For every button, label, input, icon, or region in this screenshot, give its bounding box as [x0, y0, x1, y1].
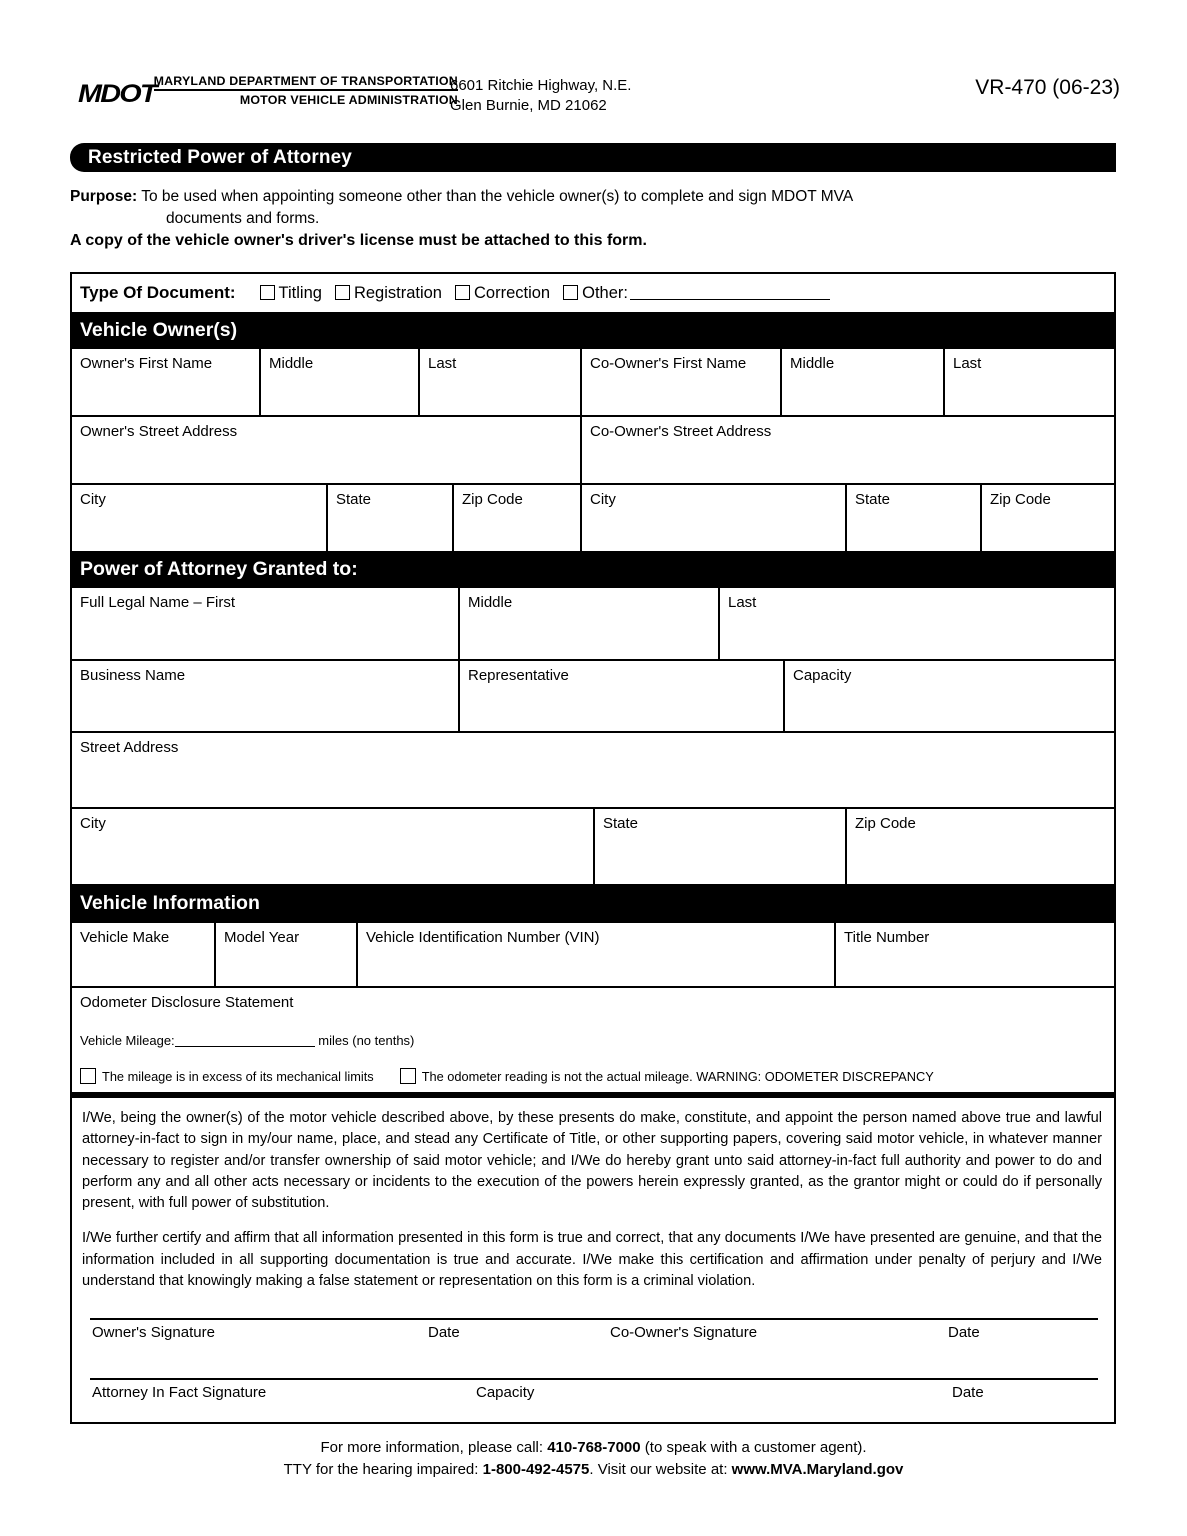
other-text-input[interactable]: [630, 285, 830, 300]
page-header: [70, 68, 1120, 128]
checkbox-option-titling[interactable]: [260, 284, 322, 303]
field-coowner-last-name[interactable]: [945, 349, 1114, 415]
field-label: Model Year: [224, 929, 300, 946]
field-label: Capacity: [793, 667, 852, 684]
field-owner-state[interactable]: [328, 485, 454, 551]
checkbox-odometer-discrepancy-label: The odometer reading is not the actual mileage. WARNING: ODOMETER DISCREPANCY: [421, 1068, 934, 1084]
field-owner-last-name[interactable]: [420, 349, 582, 415]
field-poa-state[interactable]: [595, 809, 847, 884]
field-label: Street Address: [80, 739, 179, 756]
odometer-disclosure-row: [72, 988, 1114, 1098]
section-heading: Vehicle Owner(s): [80, 319, 238, 341]
form-number: VR-470 (06-23): [975, 76, 1120, 99]
field-poa-middle-name[interactable]: [460, 588, 720, 659]
poa-business-row: [72, 661, 1114, 733]
field-owner-middle-name[interactable]: [261, 349, 420, 415]
poa-city-row: [72, 809, 1114, 886]
attorney-capacity-label: Capacity: [476, 1384, 535, 1402]
checkbox-mileage-excess-icon[interactable]: [80, 1068, 96, 1084]
checkbox-icon[interactable]: [335, 285, 350, 300]
option-label: Correction: [473, 283, 551, 302]
address-line-2: Glen Burnie, MD 21062: [450, 97, 607, 115]
poa-street-row: [72, 733, 1114, 809]
footer-website-url: www.MVA.Maryland.gov: [731, 1460, 904, 1478]
footer-phone-number: 410-768-7000: [547, 1439, 641, 1456]
type-of-document-label: Type Of Document:: [80, 283, 236, 302]
section-heading: Power of Attorney Granted to:: [80, 558, 358, 580]
coowner-date-label: Date: [948, 1324, 980, 1342]
agency-name-line2: MOTOR VEHICLE ADMINISTRATION: [239, 93, 458, 107]
field-label: City: [590, 491, 616, 508]
checkbox-mileage-excess-label: The mileage is in excess of its mechanical limits: [102, 1068, 374, 1084]
field-poa-zip[interactable]: [847, 809, 1114, 884]
legal-paragraph-1: I/We, being the owner(s) of the motor vehicle described above, by these presents do make, constitute, and appoint the person named above true and lawful attorney-in-fact to sign in my/our name, place, and stead any Certificate of Title, or other supporting papers, covering said motor vehicle, in whatever manner necessary to register and/or transfer ownership of said motor vehicle; and I/We do hereby grant unto said attorney-in-fact full authority and power to do and perform any and all other acts necessary or incidents to the execution of the powers herein expressly granted, as the grantor might or could do if personally present, with full power of substitution.: [82, 1110, 1102, 1212]
field-owner-first-name[interactable]: [72, 349, 261, 415]
signature-line-2[interactable]: [90, 1378, 1098, 1380]
owner-names-row: [72, 349, 1114, 417]
field-owner-city[interactable]: [72, 485, 328, 551]
field-poa-city[interactable]: [72, 809, 595, 884]
vehicle-mileage-field[interactable]: [80, 1033, 1114, 1048]
attorney-date-label: Date: [952, 1384, 984, 1402]
field-coowner-state[interactable]: [847, 485, 982, 551]
owner-city-row: [72, 485, 1114, 553]
footer-line-1: [0, 1437, 1187, 1459]
field-label: Vehicle Identification Number (VIN): [366, 929, 600, 946]
field-label: Last: [428, 355, 457, 372]
owner-signature-label: Owner's Signature: [92, 1324, 215, 1342]
legal-paragraph-2: I/We further certify and affirm that all information presented in this form is true and correct, that any documents I/We have presented are genuine, and that the information included in all supporting documentation is true and accurate. I/We make this certification and affirmation under penalty of perjury and I/We understand that knowingly making a false statement or representation on this form is a criminal violation.: [82, 1230, 1102, 1290]
address-line-1: 6601 Ritchie Highway, N.E.: [450, 77, 632, 94]
mdot-wordmark-icon: MDOT: [78, 80, 156, 108]
field-poa-last-name[interactable]: [720, 588, 1114, 659]
field-model-year[interactable]: [216, 923, 358, 986]
checkbox-option-correction[interactable]: [455, 284, 550, 303]
mileage-input[interactable]: [175, 1034, 315, 1047]
checkbox-icon[interactable]: [455, 285, 470, 300]
field-title-number[interactable]: [836, 923, 1114, 986]
coowner-signature-label: Co-Owner's Signature: [610, 1324, 758, 1342]
field-label: Vehicle Make: [80, 929, 170, 946]
field-label: Title Number: [844, 929, 930, 946]
field-coowner-middle-name[interactable]: [782, 349, 945, 415]
field-vin[interactable]: [358, 923, 836, 986]
vehicle-information-band: [72, 886, 1114, 923]
type-of-document-row: [72, 274, 1114, 314]
field-label: Last: [728, 594, 757, 611]
field-vehicle-make[interactable]: [72, 923, 216, 986]
field-label: Full Legal Name – First: [80, 594, 236, 611]
vehicle-fields-row: [72, 923, 1114, 988]
field-poa-representative[interactable]: [460, 661, 785, 731]
purpose-block: [70, 186, 1116, 230]
field-coowner-street-address[interactable]: [582, 417, 1114, 483]
field-label: Zip Code: [990, 491, 1051, 508]
field-label: State: [855, 491, 891, 508]
field-label: Zip Code: [462, 491, 523, 508]
option-label: Titling: [278, 283, 322, 302]
field-label: Owner's Street Address: [80, 423, 238, 440]
option-label: Registration: [353, 283, 442, 302]
field-label: Zip Code: [855, 815, 916, 832]
mileage-label: Vehicle Mileage:: [80, 1033, 175, 1048]
section-heading: Vehicle Information: [80, 892, 260, 914]
checkbox-icon[interactable]: [563, 285, 578, 300]
owner-address-row: [72, 417, 1114, 485]
page-footer: [0, 1437, 1187, 1481]
field-label: City: [80, 815, 106, 832]
attorney-signature-label: Attorney In Fact Signature: [92, 1384, 267, 1402]
purpose-text: To be used when appointing someone other than the vehicle owner(s) to complete and sign MDOT MVA: [141, 188, 854, 205]
odometer-heading: Odometer Disclosure Statement: [80, 994, 294, 1011]
vehicle-owners-band: [72, 314, 1114, 349]
checkbox-odometer-discrepancy-icon[interactable]: [400, 1068, 416, 1084]
attachment-note: A copy of the vehicle owner's driver's license must be attached to this form.: [70, 232, 647, 249]
purpose-text-2: documents and forms.: [166, 210, 320, 227]
field-label: Co-Owner's First Name: [590, 355, 747, 372]
footer-website-text: . Visit our website at:: [589, 1460, 732, 1478]
field-label: Co-Owner's Street Address: [590, 423, 772, 440]
checkbox-option-registration[interactable]: [335, 284, 442, 303]
field-label: Middle: [790, 355, 835, 372]
field-poa-business-name[interactable]: [72, 661, 460, 731]
field-owner-zip[interactable]: [454, 485, 582, 551]
form-title-bar: [70, 143, 1116, 172]
signature-line-1[interactable]: [90, 1318, 1098, 1320]
agency-name-line1: MARYLAND DEPARTMENT OF TRANSPORTATION: [154, 74, 458, 91]
field-label: Middle: [468, 594, 513, 611]
mileage-suffix: miles (no tenths): [318, 1033, 415, 1048]
owner-date-label: Date: [428, 1324, 460, 1342]
field-coowner-zip[interactable]: [982, 485, 1114, 551]
field-poa-capacity[interactable]: [785, 661, 1114, 731]
field-coowner-first-name[interactable]: [582, 349, 782, 415]
field-label: State: [603, 815, 639, 832]
poa-granted-band: [72, 553, 1114, 588]
field-label: Middle: [269, 355, 314, 372]
agency-address: [450, 76, 631, 117]
field-label: Business Name: [80, 667, 186, 684]
legal-text-block: [72, 1098, 1114, 1296]
field-label: State: [336, 491, 372, 508]
poa-name-row: [72, 588, 1114, 661]
footer-call-text: For more information, please call:: [320, 1439, 548, 1456]
purpose-label: Purpose:: [70, 188, 138, 205]
footer-tty-text: TTY for the hearing impaired:: [283, 1460, 483, 1478]
checkbox-icon[interactable]: [260, 285, 275, 300]
field-owner-street-address[interactable]: [72, 417, 582, 483]
option-label: Other:: [582, 283, 628, 302]
footer-tty-number: 1-800-492-4575: [482, 1460, 590, 1478]
page-title: Restricted Power of Attorney: [88, 146, 352, 168]
field-label: City: [80, 491, 106, 508]
footer-line-2: [0, 1459, 1187, 1481]
field-poa-first-name[interactable]: [72, 588, 460, 659]
mdot-logo: [78, 74, 458, 108]
field-label: Representative: [468, 667, 569, 684]
field-label: Last: [953, 355, 982, 372]
form-body: [70, 272, 1116, 1424]
field-poa-street-address[interactable]: [72, 733, 1114, 807]
field-coowner-city[interactable]: [582, 485, 847, 551]
field-label: Owner's First Name: [80, 355, 213, 372]
signature-block: [72, 1296, 1114, 1448]
footer-call-suffix: (to speak with a customer agent).: [640, 1439, 867, 1456]
checkbox-option-other[interactable]: [563, 284, 830, 303]
